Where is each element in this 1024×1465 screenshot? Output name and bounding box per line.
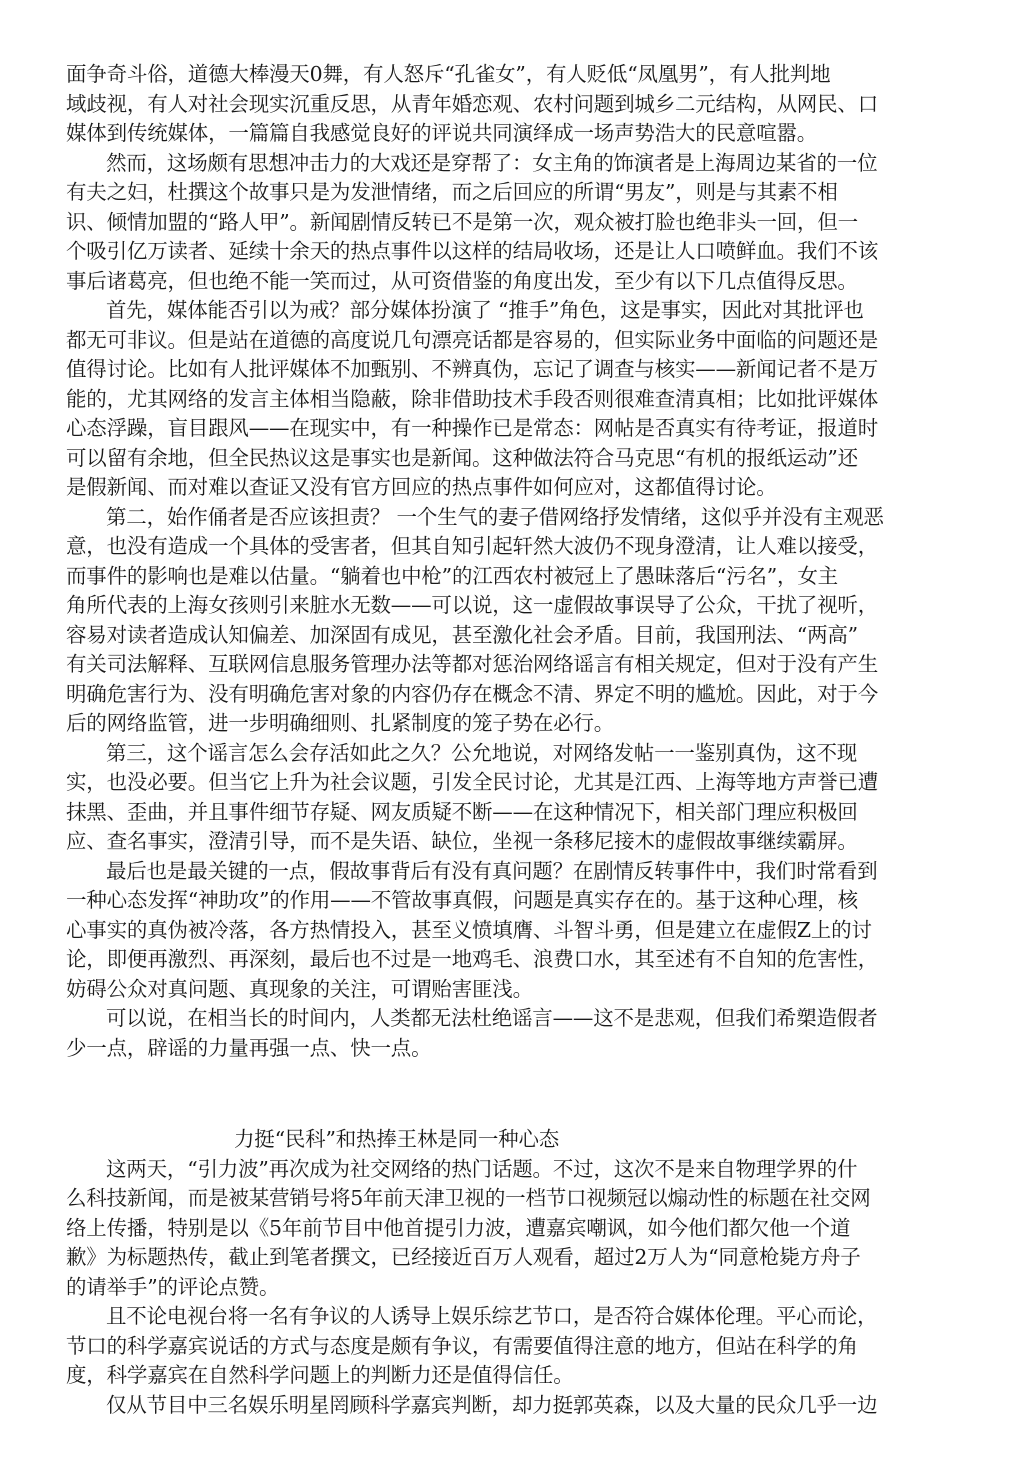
text-line: 可以留有余地，但全民热议这是事实也是新闻。这种做法符合马克思“有机的报纸运动”还	[66, 445, 858, 470]
text-line: 第二，始作俑者是否应该担责？ 一个生气的妻子借网络抒发情绪，这似乎并没有主观恶	[106, 504, 884, 529]
text-line: 能的，尤其网络的发言主体相当隐蔽，除非借助技术手段否则很难查清真相；比如批评媒体	[66, 386, 878, 411]
text-line: 角所代表的上海女孩则引来脏水无数——可以说，这一虚假故事误导了公众，干扰了视听，	[66, 593, 878, 617]
text-line: 歉》为标题热传，截止到笔者撰文，已经接近百万人观看，超过2万人为“同意枪毙方舟子	[66, 1245, 861, 1269]
text-line: 节口的科学嘉宾说话的方式与态度是颇有争议，有需要值得注意的地方，但站在科学的角	[66, 1333, 858, 1358]
text-line: 域歧视，有人对社会现实沉重反思，从青年婚恋观、农村问题到城乡二元结构，从网民、口	[66, 91, 878, 116]
document-page	[66, 60, 926, 1420]
text-line: 都无可非议。但是站在道德的高度说几句漂亮话都是容易的，但实际业务中面临的问题还是	[66, 327, 878, 352]
text-line: 首先，媒体能否引以为戒？部分媒体扮演了 “推手”角色，这是事实，因此对其批评也	[106, 298, 864, 322]
text-line: 而事件的影响也是难以估量。“躺着也中枪”的江西农村被冠上了愚昧落后“污名”，女主	[66, 563, 838, 588]
text-line: 心态浮躁，盲目跟风——在现实中，有一种操作已是常态：网帖是否真实有待考证，报道时	[66, 416, 878, 440]
article-title: 力挺“民科”和热捧王林是同一种心态	[234, 1127, 560, 1151]
text-line: 这两天，“引力波”再次成为社交网络的热门话题。不过，这次不是来自物理学界的什	[106, 1156, 858, 1181]
text-line: 然而，这场颇有思想冲击力的大戏还是穿帮了：女主角的饰演者是上海周边某省的一位	[106, 150, 878, 175]
text-line: 个吸引亿万读者、延续十余天的热点事件以这样的结局收场，还是让人口喷鲜血。我们不该	[66, 239, 878, 263]
text-line: 么科技新闻，而是被某营销号将5年前天津卫视的一档节口视频冠以煽动性的标题在社交网	[66, 1186, 871, 1210]
text-line: 最后也是最关键的一点，假故事背后有没有真问题？在剧情反转事件中，我们时常看到	[106, 858, 878, 883]
text-line: 的请举手”的评论点赞。	[66, 1274, 280, 1299]
section-gap	[66, 1063, 926, 1125]
text-line: 容易对读者造成认知偏差、加深固有成见，甚至激化社会矛盾。目前，我国刑法、“两高”	[66, 622, 858, 647]
text-line: 事后诸葛亮，但也绝不能一笑而过，从可资借鉴的角度出发，至少有以下几点值得反思。	[66, 268, 858, 293]
text-line: 妨碍公众对真问题、真现象的关注，可谓贻害匪浅。	[66, 976, 533, 1001]
text-line: 实，也没必要。但当它上升为社会议题，引发全民讨论，尤其是江西、上海等地方声誉已遭	[66, 770, 878, 794]
text-line: 第三，这个谣言怎么会存活如此之久？公允地说，对网络发帖一一鉴别真伪，这不现	[106, 740, 858, 765]
text-line: 仅从节目中三名娱乐明星罔顾科学嘉宾判断，却力挺郭英森，以及大量的民众几乎一边	[106, 1392, 878, 1417]
text-line: 且不论电视台将一名有争议的人诱导上娱乐综艺节口，是否符合媒体伦理。平心而论，	[106, 1304, 878, 1328]
text-line: 度，科学嘉宾在自然科学问题上的判断力还是值得信任。	[66, 1363, 574, 1387]
text-line: 一种心态发挥“神助攻”的作用——不管故事真假，问题是真实存在的。基于这种心理，核	[66, 888, 858, 912]
text-line: 少一点，辟谣的力量再强一点、快一点。	[66, 1035, 432, 1060]
text-line: 识、倾情加盟的“路人甲”。新闻剧情反转已不是第一次，观众被打脸也绝非头一回，但一	[66, 209, 858, 234]
text-line: 可以说，在相当长的时间内，人类都无法杜绝谣言——这不是悲观，但我们希槊造假者	[106, 1006, 878, 1030]
text-line: 心事实的真伪被冷落，各方热情投入，甚至义愤填膺、斗智斗勇，但是建立在虚假Z上的讨	[66, 917, 872, 942]
text-line: 有关司法解释、互联网信息服务管理办法等都对惩治网络谣言有相关规定，但对于没有产生	[66, 652, 878, 676]
text-line: 明确危害行为、没有明确危害对象的内容仍存在概念不清、界定不明的尴尬。因此，对于今	[66, 681, 878, 706]
text-line: 值得讨论。比如有人批评媒体不加甄别、不辨真伪，忘记了调查与核实——新闻记者不是万	[66, 357, 878, 381]
text-line: 是假新闻、而对难以查证又没有官方回应的热点事件如何应对，这都值得讨论。	[66, 475, 777, 499]
text-line: 面争奇斗俗，道德大棒漫天0舞，有人怒斥“孔雀女”，有人贬低“凤凰男”，有人批判地	[66, 62, 831, 86]
text-line: 论，即便再激烈、再深刻，最后也不过是一地鸡毛、浪费口水，其至述有不自知的危害性，	[66, 947, 878, 971]
text-line: 后的网络监管，进一步明确细则、扎紧制度的笼子势在必行。	[66, 711, 615, 735]
article-body	[66, 60, 926, 1063]
text-line: 应、查名事实，澄清引导，而不是失语、缺位，坐视一条移尼接木的虚假故事继续霸屏。	[66, 829, 858, 853]
article-body-2	[66, 1155, 926, 1421]
text-line: 媒体到传统媒体，一篇篇自我感觉良好的评说共同演绎成一场声势浩大的民意喧嚣。	[66, 121, 818, 145]
text-line: 有夫之妇，杜撰这个故事只是为发泄情绪，而之后回应的所谓“男友”，则是与其素不相	[66, 180, 838, 204]
text-line: 络上传播，特别是以《5年前节目中他首提引力波，遭嘉宾嘲讽，如今他们都欠他一个道	[66, 1215, 851, 1240]
text-line: 意，也没有造成一个具体的受害者，但其自知引起轩然大波仍不现身澄清，让人难以接受，	[66, 534, 878, 558]
text-line: 抹黑、歪曲，并且事件细节存疑、网友质疑不断——在这种情况下，相关部门理应积极回	[66, 799, 858, 824]
